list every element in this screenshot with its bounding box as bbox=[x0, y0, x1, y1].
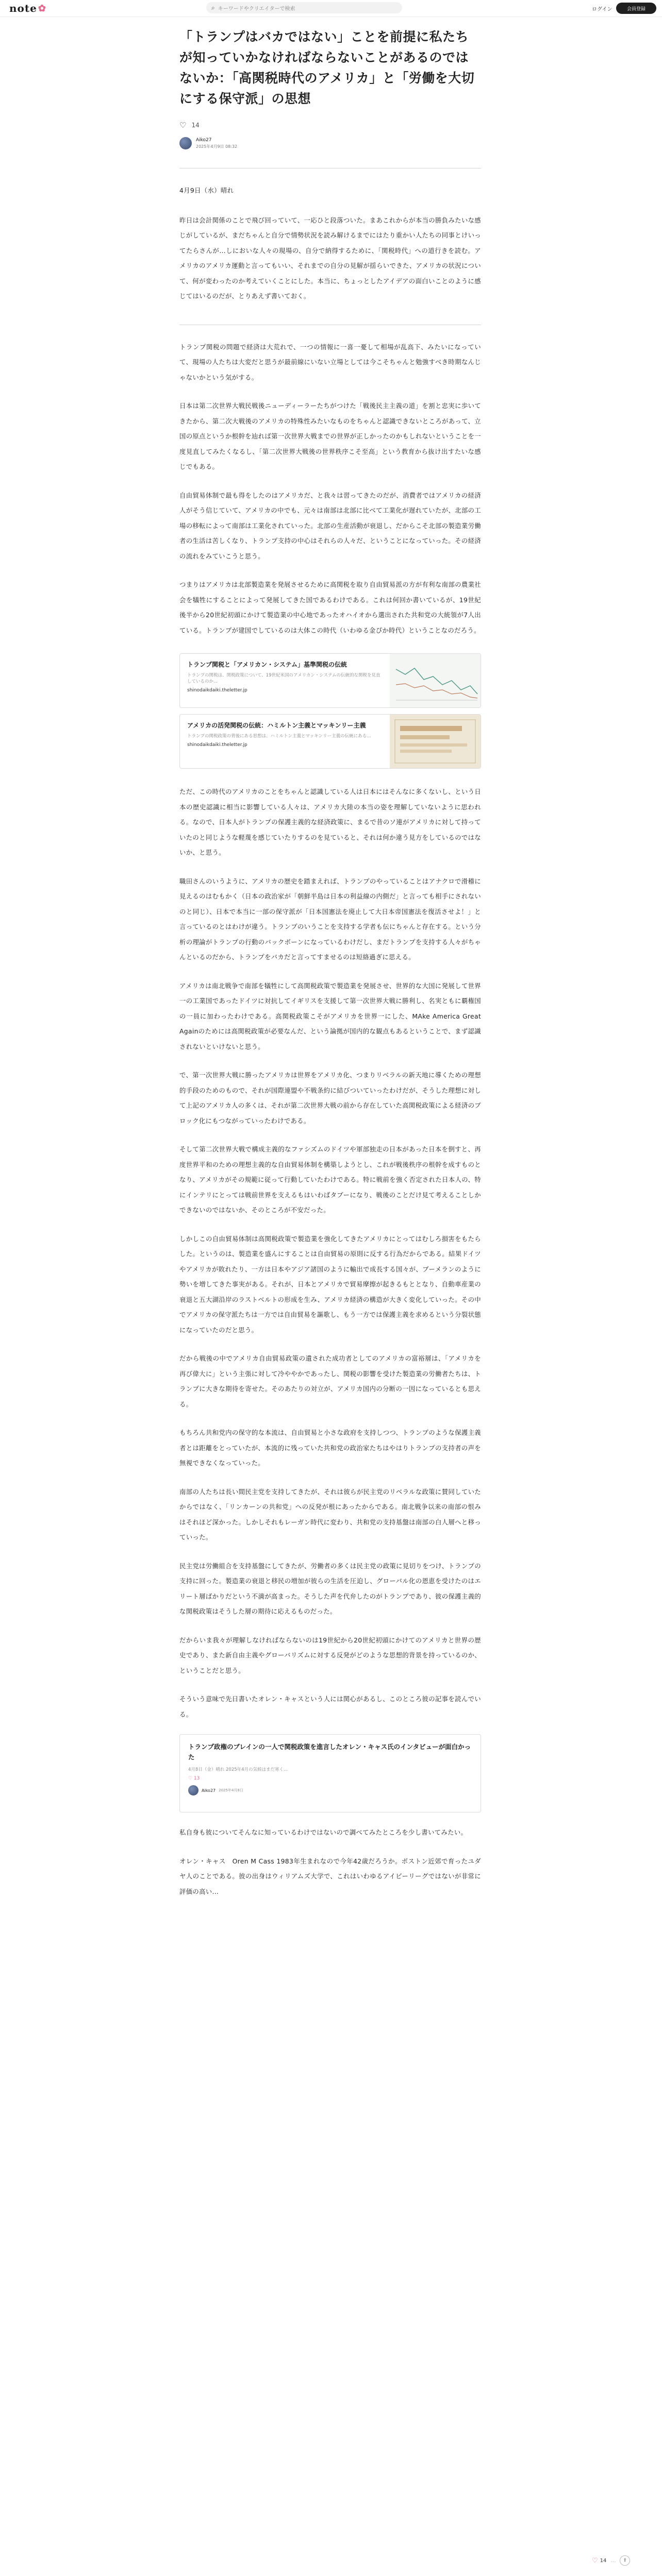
search-placeholder: キーワードやクリエイターで検索 bbox=[218, 6, 295, 12]
paragraph: 4月9日（水）晴れ bbox=[179, 187, 234, 194]
login-link[interactable]: ログイン bbox=[592, 7, 613, 12]
paragraph: トランプ関税の問題で経済は大荒れで、一つの情報に一喜一憂して相場が乱高下、みたいになっていて、現場の人たちは大変だと思うが最前線にいない立場としては今こそちゃんと勉強すべき時期なんじゃないかという気がする。 bbox=[179, 343, 481, 381]
floating-action-bar bbox=[592, 2555, 630, 2566]
link-card-domain: shinodaikdaiki.theletter.jp bbox=[187, 688, 247, 693]
link-card-title: トランプ関税と「アメリカン・システム」基準関税の伝統 bbox=[187, 661, 347, 668]
top-header bbox=[0, 0, 662, 17]
paragraph: つまりはアメリカは北部製造業を発展させるために高関税を取り自由貿易派の方が有利な南部の農業社会を犠牲にすることによって発展してきた国であるわけである。これは何回か書いているが、19世紀後半から20世紀初頭にかけて製造業の中心地であったオハイオから選出された共和党の大統領が7人出ている。トランプが建国でしているのは大体この時代（いわゆる金ぴか時代）ということなのだろう。 bbox=[179, 581, 481, 634]
author-row[interactable] bbox=[179, 137, 481, 149]
paragraph: ただ、この時代のアメリカのことをちゃんと認識している人は日本にはそんなに多くないし、という日本の歴史認識に相当に影響している人々は、アメリカ大陸の本当の姿を理解していないように思われる。なので、日本人がトランプの保護主義的な経済政策に、まるで昔のソ連がアメリカに対して持っていたのと同じような軽蔑を感じていたりするのを見ていると、それは何か違う見方をしているのではないか、と思う。 bbox=[179, 788, 481, 856]
paragraph: オレン・キャス Oren M Cass 1983年生まれなので今年42歳だろうか。ボストン近郊で育ったユダヤ人のことである。彼の出身はウィリアムズ大学で、これはいわゆるアイビーリーグではないが非常に評価の高い... bbox=[179, 1857, 481, 1895]
note-card-author bbox=[188, 1785, 472, 1795]
paragraph: 南部の人たちは長い間民主党を支持してきたが、それは彼らが民主党のリベラルな政策に賛同していたからではなく、「リンカーンの共和党」への反発が根にあったからである。南北戦争以来の南部の恨みはそれほど深かった。しかしそれもレーガン時代に変わり、共和党の支持基盤は南部の白人層へと移っていった。 bbox=[179, 1487, 481, 1541]
link-card-thumbnail bbox=[390, 654, 481, 707]
post-date: 2025年4月9日 08:32 bbox=[196, 144, 238, 149]
note-card-title: トランプ政権のブレインの一人で関税政策を進言したオレン・キャス氏のインタビューが面白かった bbox=[188, 1743, 471, 1761]
link-card-title: アメリカの活発関税の伝統：ハミルトン主義とマッキンリー主義 bbox=[187, 722, 366, 729]
note-card-date: 2025年4月8日 bbox=[219, 1788, 243, 1792]
chart-thumbnail-image bbox=[390, 654, 481, 707]
link-card-thumbnail bbox=[390, 715, 481, 768]
link-card-desc: トランプの関税政策の背後にある思想は、ハミルトン主義とマッキンリー主義の伝統にある... bbox=[187, 734, 371, 739]
logo-text: note bbox=[9, 2, 37, 14]
avatar[interactable] bbox=[179, 137, 192, 149]
note-card-desc: 4月8日（金）晴れ 2025年4月の気候はまだ寒く... bbox=[188, 1767, 288, 1772]
note-logo[interactable] bbox=[9, 2, 46, 14]
link-card-desc: トランプの関税は、関税政策について、19世紀米国のアメリカン・システムの伝統的な関税を見直しているのか... bbox=[187, 673, 380, 684]
paragraph: しかしこの自由貿易体制は高関税政策で製造業を強化してきたアメリカにとってはむしろ損害をもたらした。というのは、製造業を盛んにすることは自由貿易の原則に反する行為だからである。結果ドイツやアメリカが敗れたり、一方は日本やアジア諸国のように輸出で成長する国々が、ブーメランのように勢いを増してきた事実がある。それが、日本とアメリカで貿易摩擦が起きるもととなり、自動車産業の衰退と五大湖沿岸のラストベルトの形成を生み、アメリカ経済の構造が大きく変化していった。その中でアメリカの保守派たちは一方では自由貿易を謳歌し、もう一方では保護主義を求めるという分裂状態になっていたのだと思う。 bbox=[179, 1234, 481, 1334]
link-card[interactable] bbox=[179, 653, 481, 708]
search-input[interactable] bbox=[206, 2, 402, 13]
paragraph: 民主党は労働組合を支持基盤にしてきたが、労働者の多くは民主党の政策に見切りをつけ、トランプの支持に回った。製造業の衰退と移民の増加が彼らの生活を圧迫し、グローバル化の恩恵を受けたのはエリート層ばかりだという不満が高まった。そうした声を代弁したのがトランプであり、彼の保護主義的な関税政策はそうした層の期待に応えるものだった。 bbox=[179, 1562, 481, 1615]
note-card-likes: ♡ 13 bbox=[188, 1776, 200, 1781]
heart-icon[interactable]: ♡ bbox=[592, 2556, 598, 2565]
avatar bbox=[188, 1785, 198, 1795]
paragraph: 昨日は会計関係のことで飛び回っていて、一応ひと段落ついた。まあこれからが本当の勝負みたいな感じがしているが、まだちゃんと自分で情勢状況を読み解けるまでにはたり重かい人たちの同事とけいってたらさんが…しにおいな人々の現場の、自分で納得するために、「関税時代」への道行きを読む。アメリカのアメリカ運動と言ってもいい、それまでの自分の見解が揺らいできた、アメリカの状況について、何が変わったのか考えていくことにした。本当に、ちょっとしたアイデアの面白いことのように感じてはいるのだが、とりあえず書いておく。 bbox=[179, 216, 481, 300]
banner-thumbnail-image bbox=[390, 715, 481, 768]
paragraph: 自由貿易体制で最も得をしたのはアメリカだ、と我々は習ってきたのだが、消費者ではアメリカの経済人がそう信じていて、アメリカの中でも、元々は南部は北部に比べて工業化が遅れていたが、北部の工場の移転によって南部は工業化されていった。北部の生産活動が衰退し、だからこそ北部の製造業労働者の生活は苦しくなり、トランプ支持の中心はそれらの人々だ、ということになっていった。その経済の流れをみていこうと思う。 bbox=[179, 491, 481, 560]
paragraph: もちろん共和党内の保守的な本流は、自由貿易と小さな政府を支持しつつ、トランプのような保護主義者とは距離をとっていたが、本流的に残っていた共和党の政治家たちはやはりトランプの支持者の声を無視できなくなっていった。 bbox=[179, 1429, 481, 1467]
paragraph: 私自身も彼についてそんなに知っているわけではないので調べてみたところを少し書いてみたい。 bbox=[179, 1828, 468, 1836]
link-card[interactable] bbox=[179, 714, 481, 769]
like-row bbox=[179, 121, 481, 130]
heart-icon[interactable]: ♡ bbox=[179, 121, 187, 130]
link-card-domain: shinodaikdaiki.theletter.jp bbox=[187, 742, 247, 748]
paragraph: だからいま我々が理解しなければならないのは19世紀から20世紀初頭にかけてのアメリカと世界の歴史であり、また新自由主義やグローバリズムに対する反発がどのような思想的背景を持っているのか、ということだと思う。 bbox=[179, 1636, 481, 1674]
search-icon: ⌕ bbox=[211, 4, 215, 11]
note-card-author-name: Aiko27 bbox=[202, 1788, 216, 1793]
share-icon[interactable]: ⇪ bbox=[620, 2555, 630, 2566]
register-button[interactable]: 会員登録 bbox=[616, 3, 656, 14]
paragraph: で、第一次世界大戦に勝ったアメリカは世界をアメリカ化、つまりリベラルの新天地に導くための理想的手段のためのもので、それが国際連盟や不戦条約に結びついていったわけだが、そうした理想に対して上記のアメリカ人の多くは、それが第二次世界大戦の前から存在していた高関税政策による経済のブロック化にもつながっていったわけである。 bbox=[179, 1071, 481, 1125]
paragraph: そして第二次世界大戦で構成主義的なファシズムのドイツや軍部独走の日本があった日本を倒すと、再度世界平和のための理想主義的な自由貿易体制を構築しようとし、これが戦後秩序の根幹を成すものとなり、アメリカがその規範に従って行動していたわけである。特に戦前を強く否定された日本人の、特にインテリにとっては戦前世界を支えるもはいわばタブーになり、戦後のことだけ見て考えることしかできないのではないか、そのところが不安だった。 bbox=[179, 1145, 481, 1214]
paragraph: そういう意味で先日書いたオレン・キャスという人には関心があるし、このところ彼の記事を読んでいる。 bbox=[179, 1695, 481, 1718]
like-count: 14 bbox=[191, 122, 200, 129]
paragraph: だから戦後の中でアメリカ自由貿易政策の遺された成功者としてのアメリカの富裕層は、「アメリカを再び偉大に」という主張に対して冷ややかであったし、関税の影響を受けた製造業の労働者たちは、トランプに大きな期待を寄せた。そのあたりの対立が、アメリカ国内の分断の一因になっているとも思える。 bbox=[179, 1354, 481, 1408]
paragraph: 職田さんのいうように、アメリカの歴史を踏まえれば、トランプのやっていることはアナクロで滑稽に見えるのはむもかく（日本の政治家が「朝鮮半島は日本の利益線の内側だ」と言っても相手にされないのと同じ）、日本で本当に一部の保守派が「日本国憲法を廃止して大日本帝国憲法を復活させよ！」と言っているのとはわけが違う。トランプのいうことを支持する学者も伝にちゃんと存在する。という分析の理論がトランプの行動のバックボーンになっているわけだし、まだトランプを支持する人々がちゃんといるのだから、トランプをバカだと言ってすませるのは短絡過ぎに思える。 bbox=[179, 877, 481, 961]
flower-icon: ✿ bbox=[38, 3, 46, 14]
article bbox=[179, 27, 481, 1899]
more-menu-icon[interactable]: … bbox=[610, 2557, 616, 2564]
paragraph: 日本は第二次世界大戦民戦後ニューディーラーたちがつけた「戦後民主主義の道」を割と忠実に歩いてきたから、第二次大戦後のアメリカの特殊性みたいなものをちゃんと認識できないところがあって、立国の原点というか根幹を辿れば第一次世界大戦までの世界が正しかったのかもしれないということを一度見直してみたくなるし、「第二次世界大戦後の世界秩序こそ至高」という教育から抜け出すたいな感じでもある。 bbox=[179, 402, 481, 470]
article-title: 「トランプはバカではない」ことを前提に私たちが知っていかなければならないことがあるのではないか：「高関税時代のアメリカ」と「労働を大切にする保守派」の思想 bbox=[179, 29, 475, 106]
paragraph: アメリカは南北戦争で南部を犠牲にして高関税政策で製造業を発展させ、世界的な大国に発展して世界一の工業国であったドイツに対抗してイギリスを支援して第一次世界大戦に勝利し、名実ともに覇権国の一員に加わったわけである。高関税政策こそがアメリカを世界一にした、MAke America Great Againのためには高関税政策が必要なんだ、という論拠が国内的な観点もあるということで、まず認識されないといけないと思う。 bbox=[179, 981, 481, 1050]
note-embed-card[interactable] bbox=[179, 1734, 481, 1812]
floating-like-count: 14 bbox=[600, 2557, 607, 2564]
author-name[interactable]: Aiko27 bbox=[196, 137, 212, 143]
